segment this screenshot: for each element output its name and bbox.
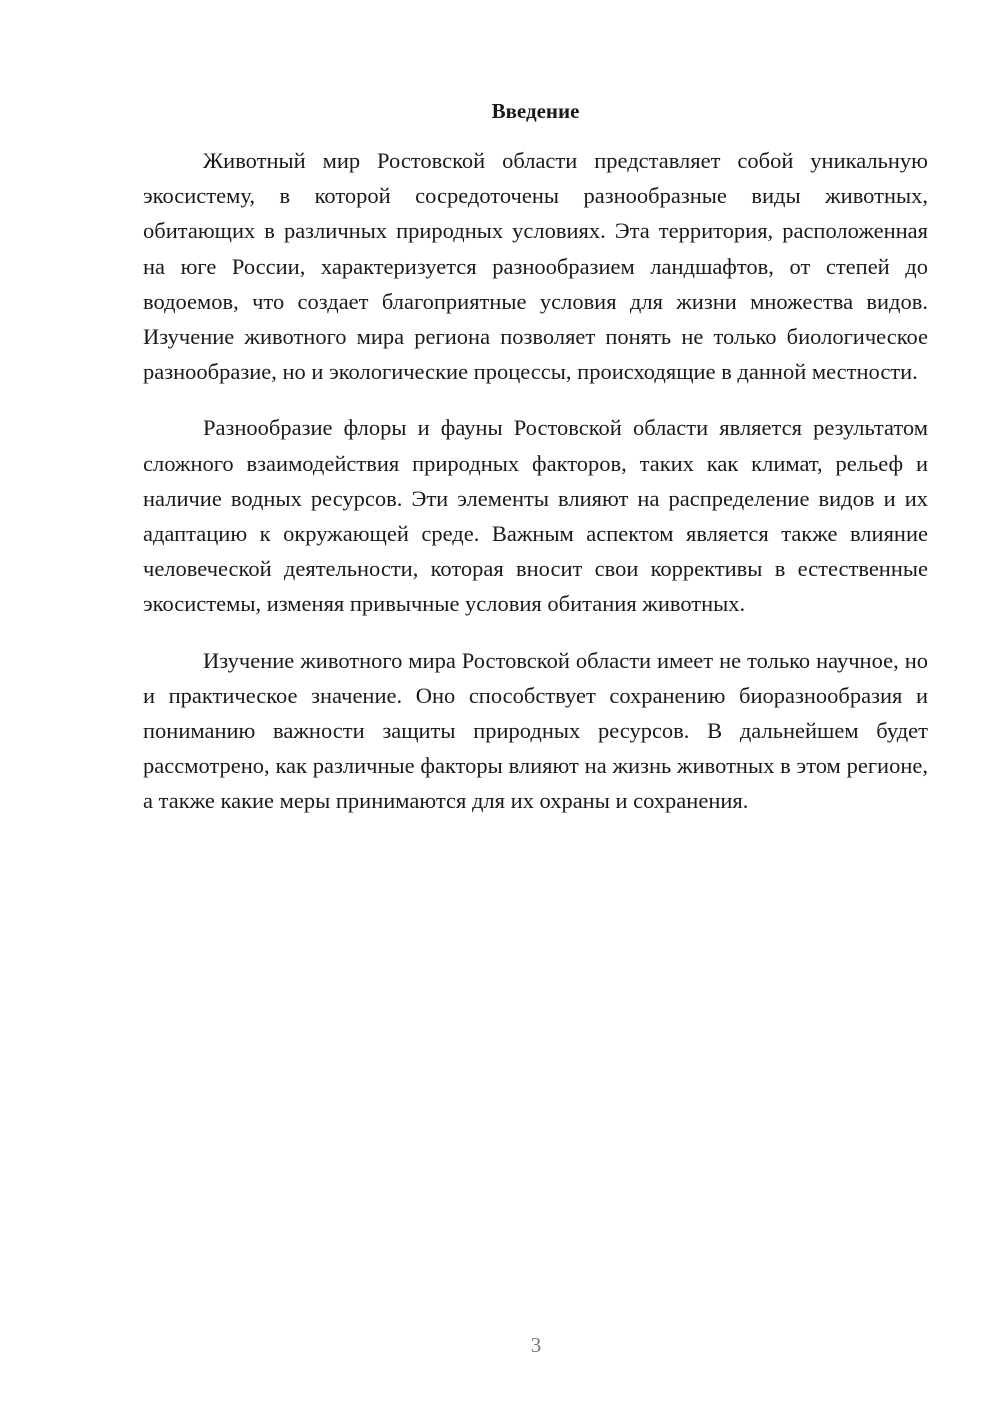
page-number: 3 bbox=[530, 1333, 542, 1357]
paragraph-1: Животный мир Ростовской области представляет собой уникальную экосистему, в которой сосредоточены разнообразные виды животных, обитающих в различных природных условиях. Эта территория, расположенная на юге России, характеризуется разнообразием ландшафтов, от степей до водоемов, что создает благоприятные условия для жизни множества видов. Изучение животного мира региона позволяет понять не только биологическое разнообразие, но и экологические процессы, происходящие в данной местности. bbox=[143, 148, 928, 385]
paragraph-3: Изучение животного мира Ростовской области имеет не только научное, но и практическое значение. Оно способствует сохранению биоразнообразия и пониманию важности защиты природных ресурсов. В дальнейшем будет рассмотрено, как различные факторы влияют на жизнь животных в этом регионе, а также какие меры принимаются для их охраны и сохранения. bbox=[143, 647, 928, 814]
paragraph-2: Разнообразие флоры и фауны Ростовской области является результатом сложного взаимодействия природных факторов, таких как климат, рельеф и наличие водных ресурсов. Эти элементы влияют на распределение видов и их адаптацию к окружающей среде. Важным аспектом является также влияние человеческой деятельности, которая вносит свои коррективы в естественные экосистемы, изменяя привычные условия обитания животных. bbox=[143, 415, 928, 617]
page-title: Введение bbox=[491, 99, 580, 123]
body-text bbox=[143, 143, 928, 840]
